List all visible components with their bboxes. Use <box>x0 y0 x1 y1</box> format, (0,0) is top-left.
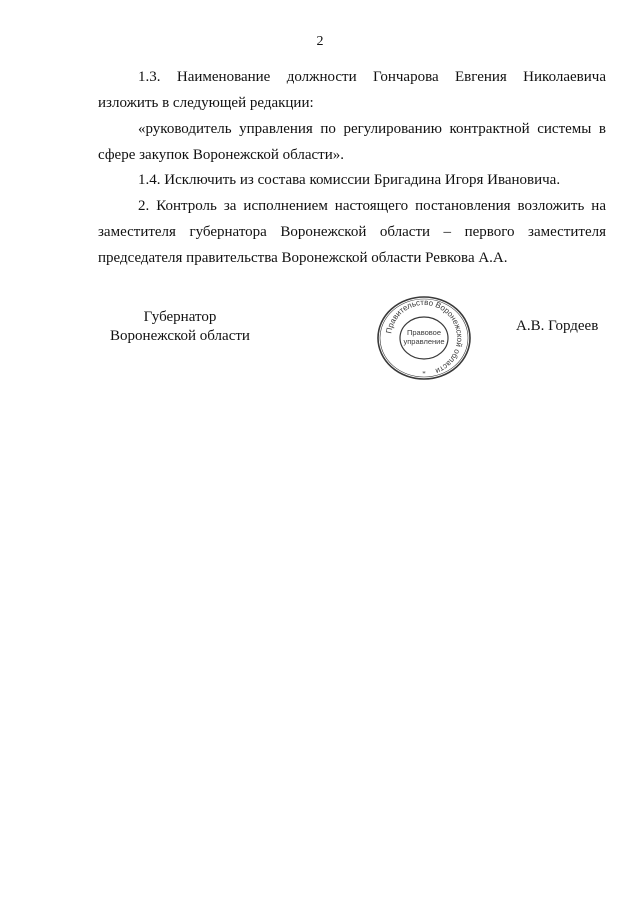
clause-2 <box>98 193 606 219</box>
clause-1-4-line-1: 1.4. Исключить из состава комиссии Бригадина Игоря Ивановича. <box>138 172 561 188</box>
clause-1-3 <box>98 64 606 90</box>
signatory-title <box>100 308 260 346</box>
clause-1-3-quote-continuation <box>98 142 606 168</box>
official-stamp <box>372 294 476 382</box>
clause-2-continuation-2 <box>98 245 606 271</box>
clause-1-3-quote <box>98 116 606 142</box>
clause-2-line-1: 2. Контроль за исполнением настоящего постановления возложить на <box>138 198 606 214</box>
stamp-seal-icon <box>372 294 476 382</box>
clause-1-3-line-2: изложить в следующей редакции: <box>98 95 314 111</box>
stamp-star-icon: * <box>422 370 426 378</box>
signatory-title-line-1: Губернатор <box>143 309 217 325</box>
clause-2-line-3: председателя правительства Воронежской области Ревкова А.А. <box>98 250 508 266</box>
clause-1-3-line-1: 1.3. Наименование должности Гончарова Евгения Николаевича <box>138 69 606 85</box>
stamp-inner-line-2: управление <box>403 337 445 346</box>
clause-2-line-2: заместителя губернатора Воронежской области – первого заместителя <box>98 224 606 240</box>
clause-1-3-continuation <box>98 90 606 116</box>
stamp-inner-line-1: Правовое <box>406 328 442 337</box>
page-number: 2 <box>316 34 324 49</box>
clause-1-4 <box>98 167 606 193</box>
signatory-title-line-2: Воронежской области <box>110 328 250 344</box>
stamp-outer-text: Правительство Воронежской области <box>384 297 465 376</box>
signatory-name: А.В. Гордеев <box>516 318 599 334</box>
clause-2-continuation-1 <box>98 219 606 245</box>
clause-1-3-quote-line-1: «руководитель управления по регулированию контрактной системы в <box>138 121 606 137</box>
clause-1-3-quote-line-2: сфере закупок Воронежской области». <box>98 147 344 163</box>
